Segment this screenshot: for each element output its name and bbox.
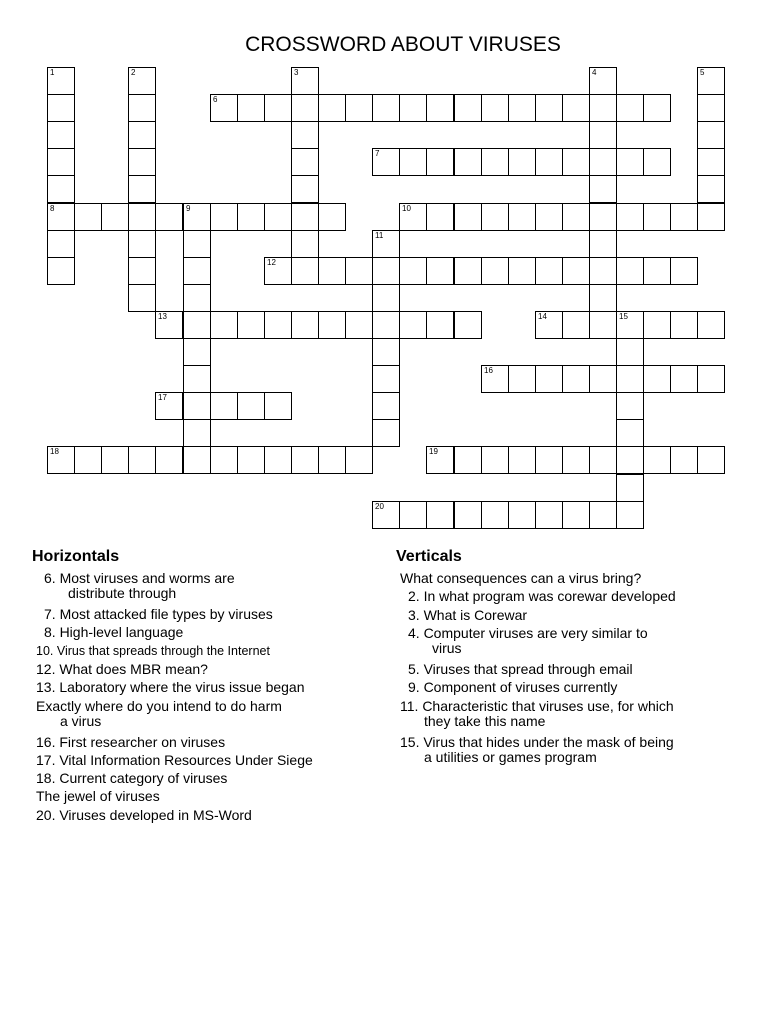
grid-cell[interactable] — [291, 67, 319, 95]
horizontals-heading: Horizontals — [32, 548, 120, 565]
vertical-clue — [400, 571, 641, 586]
clue-text: virus — [432, 639, 462, 656]
grid-cell[interactable] — [508, 501, 536, 529]
grid-cell[interactable] — [183, 365, 211, 393]
grid-cell[interactable] — [643, 365, 671, 393]
grid-cell[interactable] — [128, 203, 156, 231]
grid-cell[interactable] — [372, 148, 400, 176]
clue-number: 17 — [158, 393, 167, 402]
horizontal-clue — [36, 735, 225, 750]
grid-cell[interactable] — [264, 311, 292, 339]
grid-cell[interactable] — [670, 257, 698, 285]
grid-cell[interactable] — [562, 203, 590, 231]
grid-cell[interactable] — [426, 148, 454, 176]
grid-cell[interactable] — [372, 501, 400, 529]
grid-cell[interactable] — [318, 446, 346, 474]
grid-cell[interactable] — [643, 311, 671, 339]
grid-cell[interactable] — [616, 501, 644, 529]
clue-number: 16 — [484, 366, 493, 375]
grid-cell[interactable] — [318, 311, 346, 339]
clue-text: Exactly where do you intend to do harm — [36, 697, 282, 714]
grid-cell[interactable] — [535, 203, 563, 231]
grid-cell[interactable] — [155, 203, 183, 231]
grid-cell[interactable] — [454, 257, 482, 285]
clue-number: 1 — [50, 68, 55, 77]
grid-cell[interactable] — [155, 446, 183, 474]
grid-cell[interactable] — [616, 365, 644, 393]
grid-cell[interactable] — [508, 257, 536, 285]
grid-cell[interactable] — [697, 446, 725, 474]
grid-cell[interactable] — [264, 203, 292, 231]
grid-cell[interactable] — [481, 148, 509, 176]
clue-text: 7. Most attacked file types by viruses — [44, 606, 273, 622]
grid-cell[interactable] — [589, 257, 617, 285]
clue-number: 13 — [158, 312, 167, 321]
grid-cell[interactable] — [589, 446, 617, 474]
grid-cell[interactable] — [508, 94, 536, 122]
grid-cell[interactable] — [535, 311, 563, 339]
grid-cell[interactable] — [399, 501, 427, 529]
clue-text: 4. Computer viruses are very similar to — [408, 624, 648, 641]
grid-cell[interactable] — [155, 311, 183, 339]
horizontal-clue — [44, 571, 235, 601]
grid-cell[interactable] — [210, 94, 238, 122]
grid-cell[interactable] — [562, 501, 590, 529]
grid-cell[interactable] — [372, 311, 400, 339]
grid-cell[interactable] — [481, 94, 509, 122]
grid-cell[interactable] — [318, 257, 346, 285]
grid-cell[interactable] — [291, 446, 319, 474]
vertical-clue — [408, 589, 676, 604]
grid-cell[interactable] — [237, 446, 265, 474]
grid-cell[interactable] — [508, 203, 536, 231]
grid-cell[interactable] — [562, 94, 590, 122]
grid-cell[interactable] — [589, 94, 617, 122]
grid-cell[interactable] — [345, 257, 373, 285]
horizontal-clue — [36, 662, 208, 677]
grid-cell[interactable] — [128, 257, 156, 285]
grid-cell[interactable] — [697, 175, 725, 203]
clue-text: 12. What does MBR mean? — [36, 660, 208, 677]
vertical-clue — [408, 680, 617, 695]
clue-text: 5. Viruses that spread through email — [408, 660, 633, 677]
grid-cell[interactable] — [643, 257, 671, 285]
grid-cell[interactable] — [210, 446, 238, 474]
grid-cell[interactable] — [264, 392, 292, 420]
grid-cell[interactable] — [237, 392, 265, 420]
grid-cell[interactable] — [481, 365, 509, 393]
grid-cell[interactable] — [454, 501, 482, 529]
vertical-clue — [408, 626, 648, 656]
horizontal-clue — [36, 644, 270, 659]
grid-cell[interactable] — [318, 94, 346, 122]
grid-cell[interactable] — [183, 311, 211, 339]
grid-cell[interactable] — [291, 94, 319, 122]
grid-cell[interactable] — [128, 446, 156, 474]
grid-cell[interactable] — [426, 94, 454, 122]
grid-cell[interactable] — [291, 175, 319, 203]
grid-cell[interactable] — [535, 257, 563, 285]
grid-cell[interactable] — [183, 338, 211, 366]
grid-cell[interactable] — [264, 446, 292, 474]
grid-cell[interactable] — [508, 365, 536, 393]
grid-cell[interactable] — [47, 446, 75, 474]
grid-cell[interactable] — [697, 365, 725, 393]
vertical-clue — [400, 699, 674, 729]
grid-cell[interactable] — [291, 230, 319, 258]
clue-text: 11. Characteristic that viruses use, for which — [400, 697, 674, 714]
grid-cell[interactable] — [508, 148, 536, 176]
grid-cell[interactable] — [589, 284, 617, 312]
grid-cell[interactable] — [697, 203, 725, 231]
grid-cell[interactable] — [616, 148, 644, 176]
grid-cell[interactable] — [589, 311, 617, 339]
grid-cell[interactable] — [47, 230, 75, 258]
clue-text: 17. Vital Information Resources Under Siege — [36, 751, 313, 768]
grid-cell[interactable] — [291, 311, 319, 339]
horizontal-clue — [36, 789, 160, 804]
grid-cell[interactable] — [291, 203, 319, 231]
grid-cell[interactable] — [562, 365, 590, 393]
grid-cell[interactable] — [535, 446, 563, 474]
grid-cell[interactable] — [562, 311, 590, 339]
grid-cell[interactable] — [128, 175, 156, 203]
clue-text: a virus — [60, 712, 102, 729]
grid-cell[interactable] — [670, 446, 698, 474]
clue-number: 3 — [294, 68, 299, 77]
grid-cell[interactable] — [155, 392, 183, 420]
clue-text: distribute through — [68, 585, 177, 601]
grid-cell[interactable] — [589, 175, 617, 203]
grid-cell[interactable] — [128, 94, 156, 122]
grid-cell[interactable] — [616, 392, 644, 420]
page-title: CROSSWORD ABOUT VIRUSES — [245, 33, 561, 56]
clue-text: 8. High-level language — [44, 624, 184, 641]
grid-cell[interactable] — [128, 230, 156, 258]
grid-cell[interactable] — [589, 67, 617, 95]
grid-cell[interactable] — [481, 446, 509, 474]
grid-cell[interactable] — [183, 257, 211, 285]
clue-number: 9 — [186, 204, 191, 213]
grid-cell[interactable] — [210, 311, 238, 339]
vertical-clue — [408, 662, 633, 677]
grid-cell[interactable] — [47, 67, 75, 95]
grid-cell[interactable] — [616, 446, 644, 474]
grid-cell[interactable] — [399, 311, 427, 339]
grid-cell[interactable] — [264, 94, 292, 122]
grid-cell[interactable] — [589, 501, 617, 529]
grid-cell[interactable] — [589, 148, 617, 176]
grid-cell[interactable] — [643, 203, 671, 231]
grid-cell[interactable] — [535, 501, 563, 529]
grid-cell[interactable] — [128, 148, 156, 176]
grid-cell[interactable] — [481, 203, 509, 231]
clue-text: 18. Current category of viruses — [36, 770, 228, 787]
clue-number: 10 — [402, 204, 411, 213]
clue-text: 2. In what program was corewar developed — [408, 588, 676, 605]
clue-number: 12 — [267, 258, 276, 267]
grid-cell[interactable] — [670, 203, 698, 231]
grid-cell[interactable] — [589, 365, 617, 393]
grid-cell[interactable] — [318, 203, 346, 231]
grid-cell[interactable] — [589, 121, 617, 149]
grid-cell[interactable] — [426, 203, 454, 231]
grid-cell[interactable] — [183, 203, 211, 231]
grid-cell[interactable] — [643, 446, 671, 474]
horizontal-clue — [36, 753, 313, 768]
grid-cell[interactable] — [372, 284, 400, 312]
clue-number: 15 — [619, 312, 628, 321]
grid-cell[interactable] — [183, 392, 211, 420]
grid-cell[interactable] — [454, 203, 482, 231]
grid-cell[interactable] — [562, 257, 590, 285]
clue-number: 8 — [50, 204, 55, 213]
grid-cell[interactable] — [697, 67, 725, 95]
grid-cell[interactable] — [399, 203, 427, 231]
grid-cell[interactable] — [128, 121, 156, 149]
clue-text: What consequences can a virus bring? — [400, 570, 642, 586]
grid-cell[interactable] — [454, 148, 482, 176]
clue-number: 6 — [213, 95, 218, 104]
grid-cell[interactable] — [535, 148, 563, 176]
grid-cell[interactable] — [535, 94, 563, 122]
grid-cell[interactable] — [210, 392, 238, 420]
grid-cell[interactable] — [697, 121, 725, 149]
horizontal-clue — [36, 771, 227, 786]
clue-text: 15. Virus that hides under the mask of being — [400, 733, 674, 750]
horizontal-clue — [44, 625, 183, 640]
grid-cell[interactable] — [643, 148, 671, 176]
grid-cell[interactable] — [47, 148, 75, 176]
grid-cell[interactable] — [616, 474, 644, 502]
grid-cell[interactable] — [101, 203, 129, 231]
clue-number: 5 — [700, 68, 705, 77]
grid-cell[interactable] — [47, 257, 75, 285]
grid-cell[interactable] — [128, 67, 156, 95]
clue-text: 3. What is Corewar — [408, 606, 528, 623]
clue-text: 10. Virus that spreads through the Internet — [36, 643, 270, 658]
horizontal-clue — [44, 607, 273, 622]
grid-cell[interactable] — [47, 175, 75, 203]
grid-cell[interactable] — [616, 338, 644, 366]
grid-cell[interactable] — [345, 94, 373, 122]
grid-cell[interactable] — [101, 446, 129, 474]
grid-cell[interactable] — [697, 311, 725, 339]
clue-text: The jewel of viruses — [36, 788, 160, 805]
grid-cell[interactable] — [426, 257, 454, 285]
grid-cell[interactable] — [372, 392, 400, 420]
grid-cell[interactable] — [372, 419, 400, 447]
clue-number: 7 — [375, 149, 380, 158]
grid-cell[interactable] — [183, 446, 211, 474]
clue-number: 11 — [375, 231, 384, 240]
grid-cell[interactable] — [670, 365, 698, 393]
grid-cell[interactable] — [237, 94, 265, 122]
vertical-clue — [400, 735, 674, 765]
grid-cell[interactable] — [210, 203, 238, 231]
grid-cell[interactable] — [616, 311, 644, 339]
grid-cell[interactable] — [74, 446, 102, 474]
clue-number: 18 — [50, 447, 59, 456]
clue-text: 9. Component of viruses currently — [408, 679, 618, 696]
grid-cell[interactable] — [454, 94, 482, 122]
grid-cell[interactable] — [237, 203, 265, 231]
clue-number: 14 — [538, 312, 547, 321]
grid-cell[interactable] — [291, 121, 319, 149]
clue-text: 6. Most viruses and worms are — [44, 570, 235, 586]
vertical-clue — [408, 608, 527, 623]
grid-cell[interactable] — [616, 94, 644, 122]
grid-cell[interactable] — [697, 94, 725, 122]
grid-cell[interactable] — [237, 311, 265, 339]
grid-cell[interactable] — [74, 203, 102, 231]
horizontal-clue — [36, 699, 282, 729]
clue-number: 4 — [592, 68, 597, 77]
grid-cell[interactable] — [697, 148, 725, 176]
grid-cell[interactable] — [345, 446, 373, 474]
grid-cell[interactable] — [47, 121, 75, 149]
grid-cell[interactable] — [47, 203, 75, 231]
verticals-heading: Verticals — [396, 548, 462, 565]
grid-cell[interactable] — [535, 365, 563, 393]
grid-cell[interactable] — [372, 230, 400, 258]
grid-cell[interactable] — [562, 148, 590, 176]
horizontal-clue — [36, 680, 305, 695]
grid-cell[interactable] — [508, 446, 536, 474]
grid-cell[interactable] — [616, 203, 644, 231]
grid-cell[interactable] — [47, 94, 75, 122]
grid-cell[interactable] — [454, 311, 482, 339]
grid-cell[interactable] — [454, 446, 482, 474]
clue-number: 19 — [429, 447, 438, 456]
clue-text: 16. First researcher on viruses — [36, 733, 226, 750]
grid-cell[interactable] — [589, 230, 617, 258]
grid-cell[interactable] — [426, 501, 454, 529]
grid-cell[interactable] — [345, 311, 373, 339]
clue-number: 20 — [375, 502, 384, 511]
clue-text: 20. Viruses developed in MS-Word — [36, 806, 252, 823]
grid-cell[interactable] — [291, 148, 319, 176]
grid-cell[interactable] — [183, 230, 211, 258]
grid-cell[interactable] — [183, 284, 211, 312]
clue-number: 2 — [131, 68, 136, 77]
grid-cell[interactable] — [291, 257, 319, 285]
grid-cell[interactable] — [399, 257, 427, 285]
grid-cell[interactable] — [399, 94, 427, 122]
grid-cell[interactable] — [426, 446, 454, 474]
grid-cell[interactable] — [426, 311, 454, 339]
grid-cell[interactable] — [616, 257, 644, 285]
grid-cell[interactable] — [481, 501, 509, 529]
grid-cell[interactable] — [372, 257, 400, 285]
clue-text: a utilities or games program — [424, 748, 597, 765]
grid-cell[interactable] — [670, 311, 698, 339]
grid-cell[interactable] — [589, 203, 617, 231]
grid-cell[interactable] — [128, 284, 156, 312]
grid-cell[interactable] — [264, 257, 292, 285]
grid-cell[interactable] — [562, 446, 590, 474]
grid-cell[interactable] — [372, 338, 400, 366]
grid-cell[interactable] — [372, 94, 400, 122]
grid-cell[interactable] — [399, 148, 427, 176]
grid-cell[interactable] — [481, 257, 509, 285]
horizontal-clue — [36, 808, 252, 823]
grid-cell[interactable] — [372, 365, 400, 393]
grid-cell[interactable] — [616, 419, 644, 447]
grid-cell[interactable] — [183, 419, 211, 447]
clue-text: 13. Laboratory where the virus issue began — [36, 679, 305, 696]
grid-cell[interactable] — [643, 94, 671, 122]
clue-text: they take this name — [424, 712, 546, 729]
